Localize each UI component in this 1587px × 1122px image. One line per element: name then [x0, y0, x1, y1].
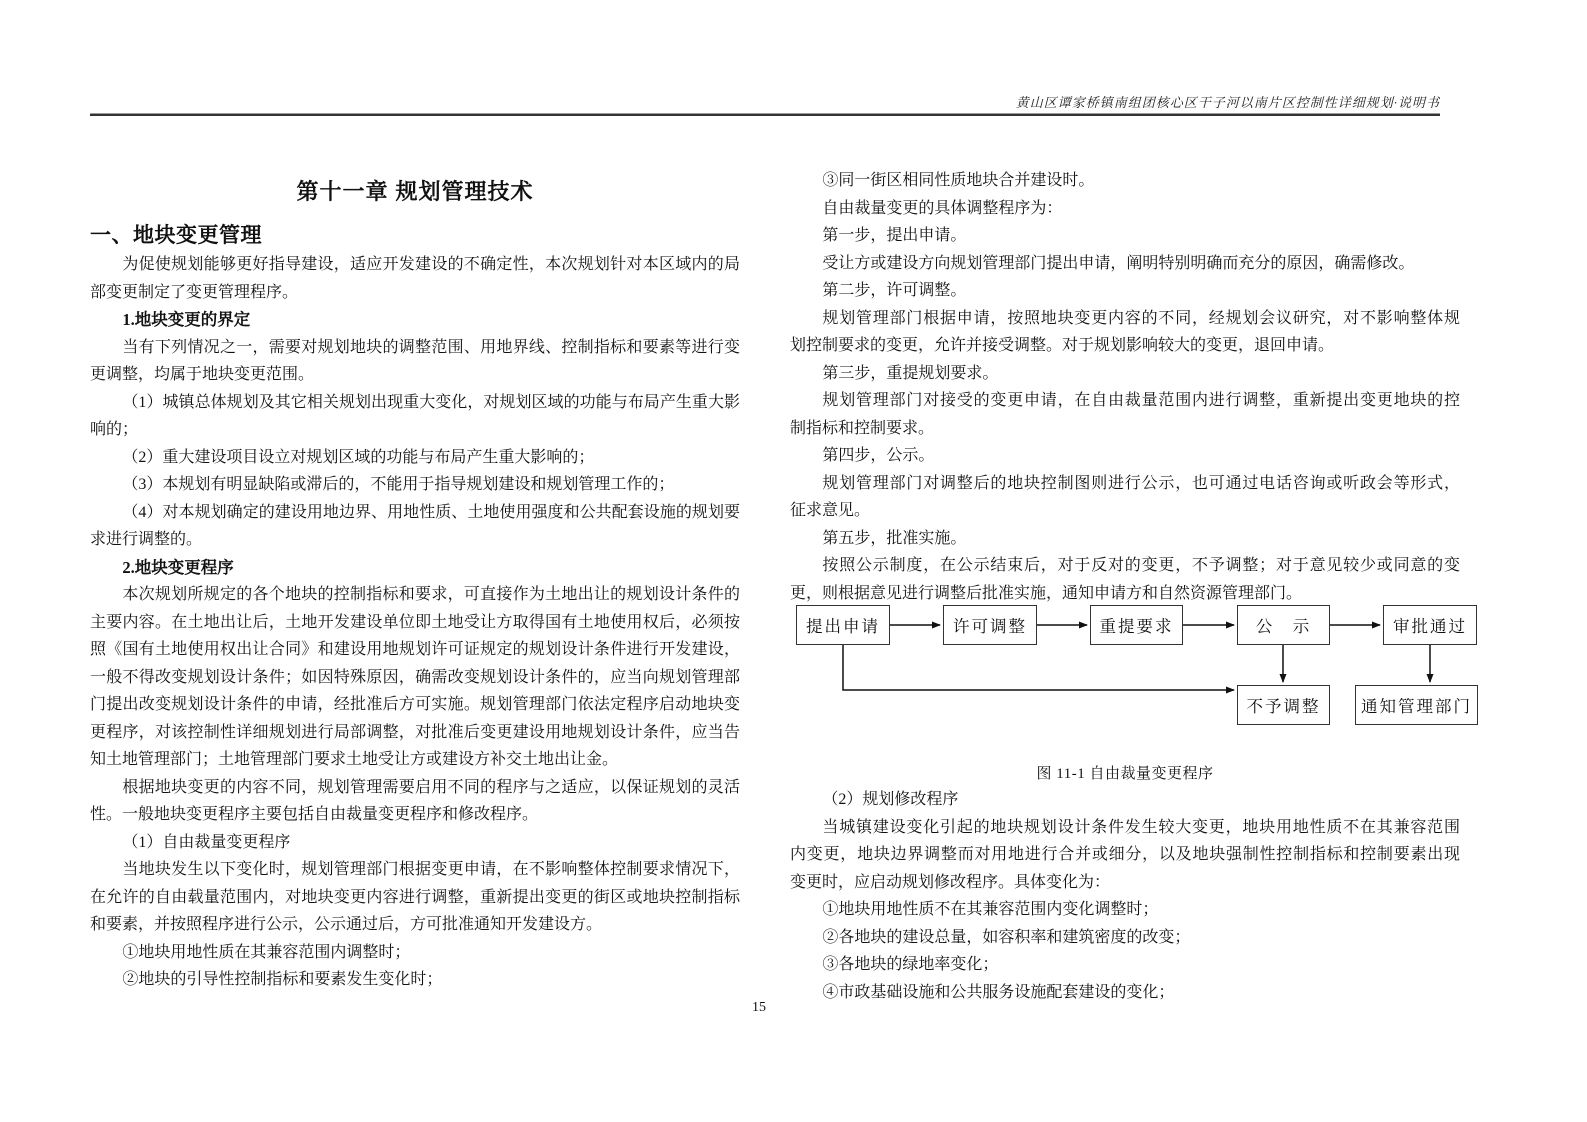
text-line: ④市政基础设施和公共服务设施配套建设的变化；	[822, 983, 1175, 1001]
text-line: 第二步，许可调整。	[822, 282, 967, 299]
text-line: 按照公示制度，在公示结束后，对于反对的变更，不予调整；对于意见较少或同意的变	[822, 557, 1460, 574]
text-line: 根据地块变更的内容不同，规划管理需要启用不同的程序与之适应，以保证规划的灵活	[122, 778, 740, 796]
text-line: （1）城镇总体规划及其它相关规划出现重大变化，对规划区域的功能与布局产生重大影	[122, 393, 740, 411]
text-line: 制指标和控制要求。	[790, 419, 935, 437]
left-column-text	[90, 251, 740, 994]
text-line: 1.地块变更的界定	[122, 310, 251, 329]
text-line: 性。一般地块变更程序主要包括自由裁量变更程序和修改程序。	[90, 806, 539, 823]
text-line: （2）规划修改程序	[822, 791, 959, 808]
header-title: 黄山区谭家桥镇南组团核心区干子河以南片区控制性详细规划·说明书	[1015, 95, 1440, 110]
text-line: （3）本规划有明显缺陷或滞后的，不能用于指导规划建设和规划管理工作的；	[122, 476, 675, 493]
text-line: 内变更，地块边界调整而对用地进行合并或细分，以及地块强制性控制指标和控制要素出现	[790, 846, 1460, 863]
text-line: 更调整，均属于地块变更范围。	[90, 366, 315, 383]
text-line: 当城镇建设变化引起的地块规划设计条件发生较大变更，地块用地性质不在其兼容范围	[822, 818, 1460, 836]
flowchart-box-submit-application: 提出申请	[796, 605, 890, 645]
right-column-text-bottom	[790, 786, 1460, 1006]
text-line: 当有下列情况之一，需要对规划地块的调整范围、用地界线、控制指标和要素等进行变	[122, 338, 740, 356]
text-line: ②各地块的建设总量，如容积率和建筑密度的改变；	[822, 928, 1191, 946]
text-line: 更程序，对该控制性详细规划进行局部调整，对批准后变更建设用地规划设计条件，应当告	[90, 723, 740, 741]
text-line: 第四步，公示。	[822, 447, 935, 464]
flowchart-box-no-adjustment: 不予调整	[1237, 685, 1330, 725]
text-line: 2.地块变更程序	[122, 557, 234, 577]
text-line: 受让方或建设方向规划管理部门提出申请，阐明特别明确而充分的原因，确需修改。	[822, 254, 1415, 272]
text-line: 变更时，应启动规划修改程序。具体变化为：	[790, 873, 1111, 891]
figure-caption: 图 11-1 自由裁量变更程序	[1036, 766, 1214, 782]
text-line: 求进行调整的。	[90, 531, 203, 548]
text-line: 照《国有土地使用权出让合同》和建设用地规划许可证规定的规划设计条件进行开发建设，	[90, 641, 740, 658]
flowchart-box-public-notice: 公 示	[1237, 605, 1330, 645]
text-line: 部变更制定了变更管理程序。	[90, 283, 299, 301]
text-line: 划控制要求的变更，允许并接受调整。对于规划影响较大的变更，退回申请。	[790, 337, 1335, 354]
text-line: 自由裁量变更的具体调整程序为：	[822, 199, 1063, 217]
text-line: 第五步，批准实施。	[822, 529, 967, 547]
right-column-text-top	[790, 167, 1460, 607]
flowchart-box-permit-adjustment: 许可调整	[943, 605, 1037, 645]
text-line: （4）对本规划确定的建设用地边界、用地性质、土地使用强度和公共配套设施的规划要	[122, 503, 740, 521]
section-heading: 一、地块变更管理	[90, 224, 262, 247]
text-line: 当地块发生以下变化时，规划管理部门根据变更申请，在不影响整体控制要求情况下，	[122, 861, 740, 878]
text-line: ①地块用地性质在其兼容范围内调整时；	[122, 943, 411, 961]
flowchart-discretionary-change-procedure	[790, 601, 1482, 731]
text-line: 第一步，提出申请。	[822, 227, 967, 244]
text-line: ③各地块的绿地率变化；	[822, 956, 999, 973]
text-line: （2）重大建设项目设立对规划区域的功能与布局产生重大影响的；	[122, 448, 595, 466]
text-line: 知土地管理部门；土地管理部门要求土地受让方或建设方补交土地出让金。	[90, 751, 619, 768]
text-line: 响的；	[90, 421, 139, 438]
text-line: 规划管理部门对接受的变更申请，在自由裁量范围内进行调整，重新提出变更地块的控	[822, 392, 1460, 409]
flowchart-box-re-propose-requirements: 重提要求	[1090, 605, 1183, 645]
text-line: 为促使规划能够更好指导建设，适应开发建设的不确定性，本次规划针对本区域内的局	[122, 256, 740, 273]
text-line: ③同一街区相同性质地块合并建设时。	[822, 172, 1095, 189]
text-line: 本次规划所规定的各个地块的控制指标和要求，可直接作为土地出让的规划设计条件的	[122, 586, 740, 603]
text-line: 更，则根据意见进行调整后批准实施，通知申请方和自然资源管理部门。	[790, 584, 1303, 602]
text-line: 主要内容。在土地出让后，土地开发建设单位即土地受让方取得国有土地使用权后，必须按	[90, 613, 740, 631]
text-line: 规划管理部门对调整后的地块控制图则进行公示，也可通过电话咨询或听政会等形式，	[822, 474, 1460, 492]
text-line: ①地块用地性质不在其兼容范围内变化调整时；	[822, 901, 1159, 918]
flowchart-box-approval-passed: 审批通过	[1383, 605, 1477, 645]
text-line: 门提出改变规划设计条件的申请，经批准后方可实施。规划管理部门依法定程序启动地块变	[90, 696, 740, 713]
text-line: 规划管理部门根据申请，按照地块变更内容的不同，经规划会议研究，对不影响整体规	[822, 309, 1460, 327]
text-line: ②地块的引导性控制指标和要素发生变化时；	[122, 971, 443, 988]
text-line: 和要素，并按照程序进行公示，公示通过后，方可批准通知开发建设方。	[90, 916, 603, 933]
page-number: 15	[752, 1000, 766, 1015]
text-line: 第三步，重提规划要求。	[822, 364, 999, 382]
text-line: 在允许的自由载量范围内，对地块变更内容进行调整，重新提出变更的街区或地块控制指标	[90, 888, 740, 906]
text-line: 征求意见。	[790, 502, 871, 519]
header-rule	[90, 113, 1440, 116]
text-line: （1）自由裁量变更程序	[122, 833, 291, 851]
chapter-title: 第十一章 规划管理技术	[296, 179, 534, 204]
flowchart-box-notify-management-department: 通知管理部门	[1355, 685, 1478, 725]
text-line: 一般不得改变规划设计条件；如因特殊原因，确需改变规划设计条件的，应当向规划管理部	[90, 668, 740, 686]
